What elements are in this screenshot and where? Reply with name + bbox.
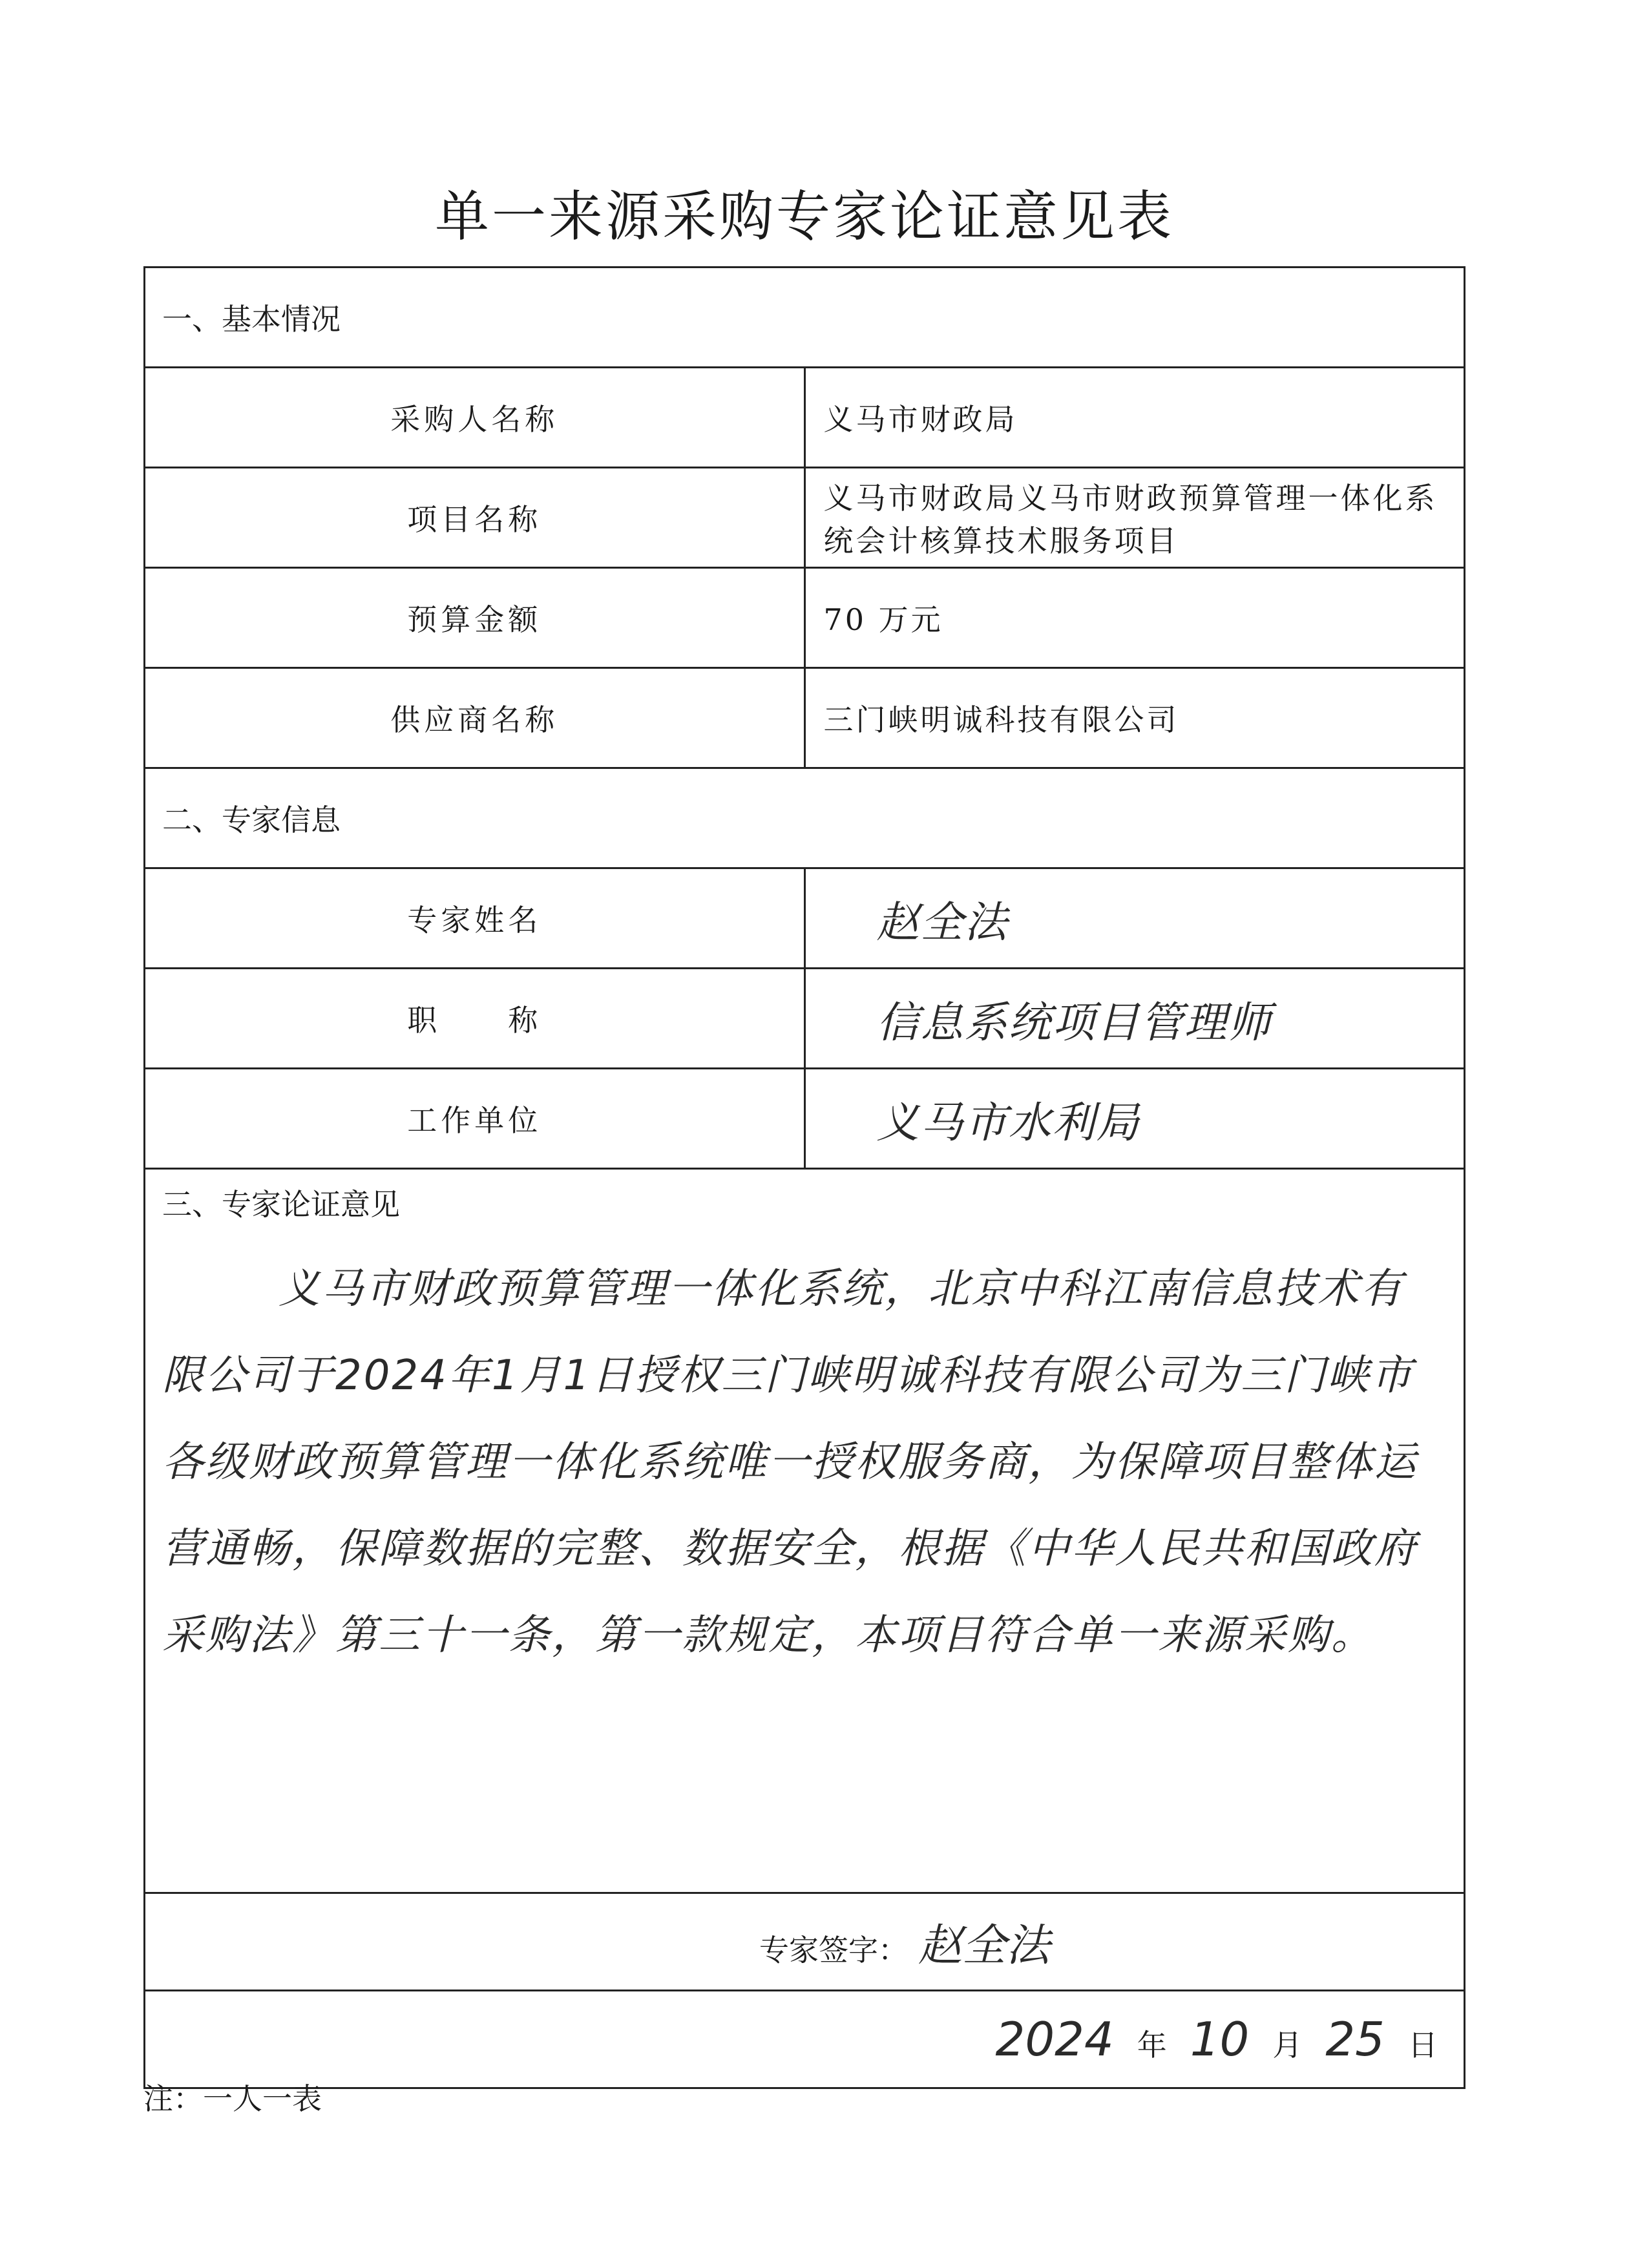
label-project-name: 项目名称 — [145, 468, 805, 568]
date-day: 25 — [1325, 2012, 1385, 2066]
opinion-cell — [145, 1169, 1465, 1893]
signature-cell — [145, 1893, 1465, 1991]
label-purchaser: 采购人名称 — [145, 368, 805, 468]
signature-row — [145, 1893, 1465, 1991]
value-project-name: 义马市财政局义马市财政预算管理一体化系统会计核算技术服务项目 — [804, 468, 1465, 568]
value-expert-name: 赵全法 — [804, 868, 1465, 969]
table-row — [145, 568, 1465, 668]
value-purchaser: 义马市财政局 — [804, 368, 1465, 468]
value-supplier: 三门峡明诚科技有限公司 — [804, 668, 1465, 768]
label-work-unit: 工作单位 — [145, 1069, 805, 1169]
section-heading-expert: 二、专家信息 — [145, 768, 1465, 868]
page-title: 单一来源采购专家论证意见表 — [434, 185, 1174, 248]
opinion-text: 义马市财政预算管理一体化系统，北京中科江南信息技术有限公司于2024年1月1日授权三门峡明诚科技有限公司为三门峡市各级财政预算管理一体化系统唯一授权服务商，为保障项目整体运营通畅，保障数据的完整、数据安全，根据《中华人民共和国政府采购法》第三十一条，第一款规定，本项目符合单一来源采购。 — [162, 1265, 1418, 1659]
label-expert-name: 专家姓名 — [145, 868, 805, 969]
signature-name: 赵全法 — [918, 1920, 1051, 1971]
table-row — [145, 969, 1465, 1069]
date-cell — [145, 1991, 1465, 2088]
date-month: 10 — [1190, 2012, 1250, 2066]
value-budget: 70 万元 — [804, 568, 1465, 668]
value-title: 信息系统项目管理师 — [804, 969, 1465, 1069]
label-budget: 预算金额 — [145, 568, 805, 668]
section-opinion-row — [145, 1169, 1465, 1893]
table-row — [145, 468, 1465, 568]
date-year-unit: 年 — [1137, 2028, 1167, 2063]
section-basic-info-row — [145, 268, 1465, 368]
section-heading-basic: 一、基本情况 — [145, 268, 1465, 368]
date-month-unit: 月 — [1272, 2028, 1303, 2063]
table-row — [145, 1069, 1465, 1169]
value-work-unit: 义马市水利局 — [804, 1069, 1465, 1169]
signature-label: 专家签字： — [759, 1932, 908, 1968]
date-year: 2024 — [995, 2012, 1114, 2066]
table-row — [145, 368, 1465, 468]
table-row — [145, 868, 1465, 969]
table-row — [145, 668, 1465, 768]
date-day-unit: 日 — [1408, 2028, 1438, 2063]
expert-opinion-form — [143, 266, 1465, 2089]
footnote: 注：一人一表 — [143, 2081, 322, 2116]
label-title: 职 称 — [145, 969, 805, 1069]
date-row — [145, 1991, 1465, 2088]
label-supplier: 供应商名称 — [145, 668, 805, 768]
section-expert-info-row — [145, 768, 1465, 868]
section-heading-opinion: 三、专家论证意见 — [162, 1187, 400, 1222]
